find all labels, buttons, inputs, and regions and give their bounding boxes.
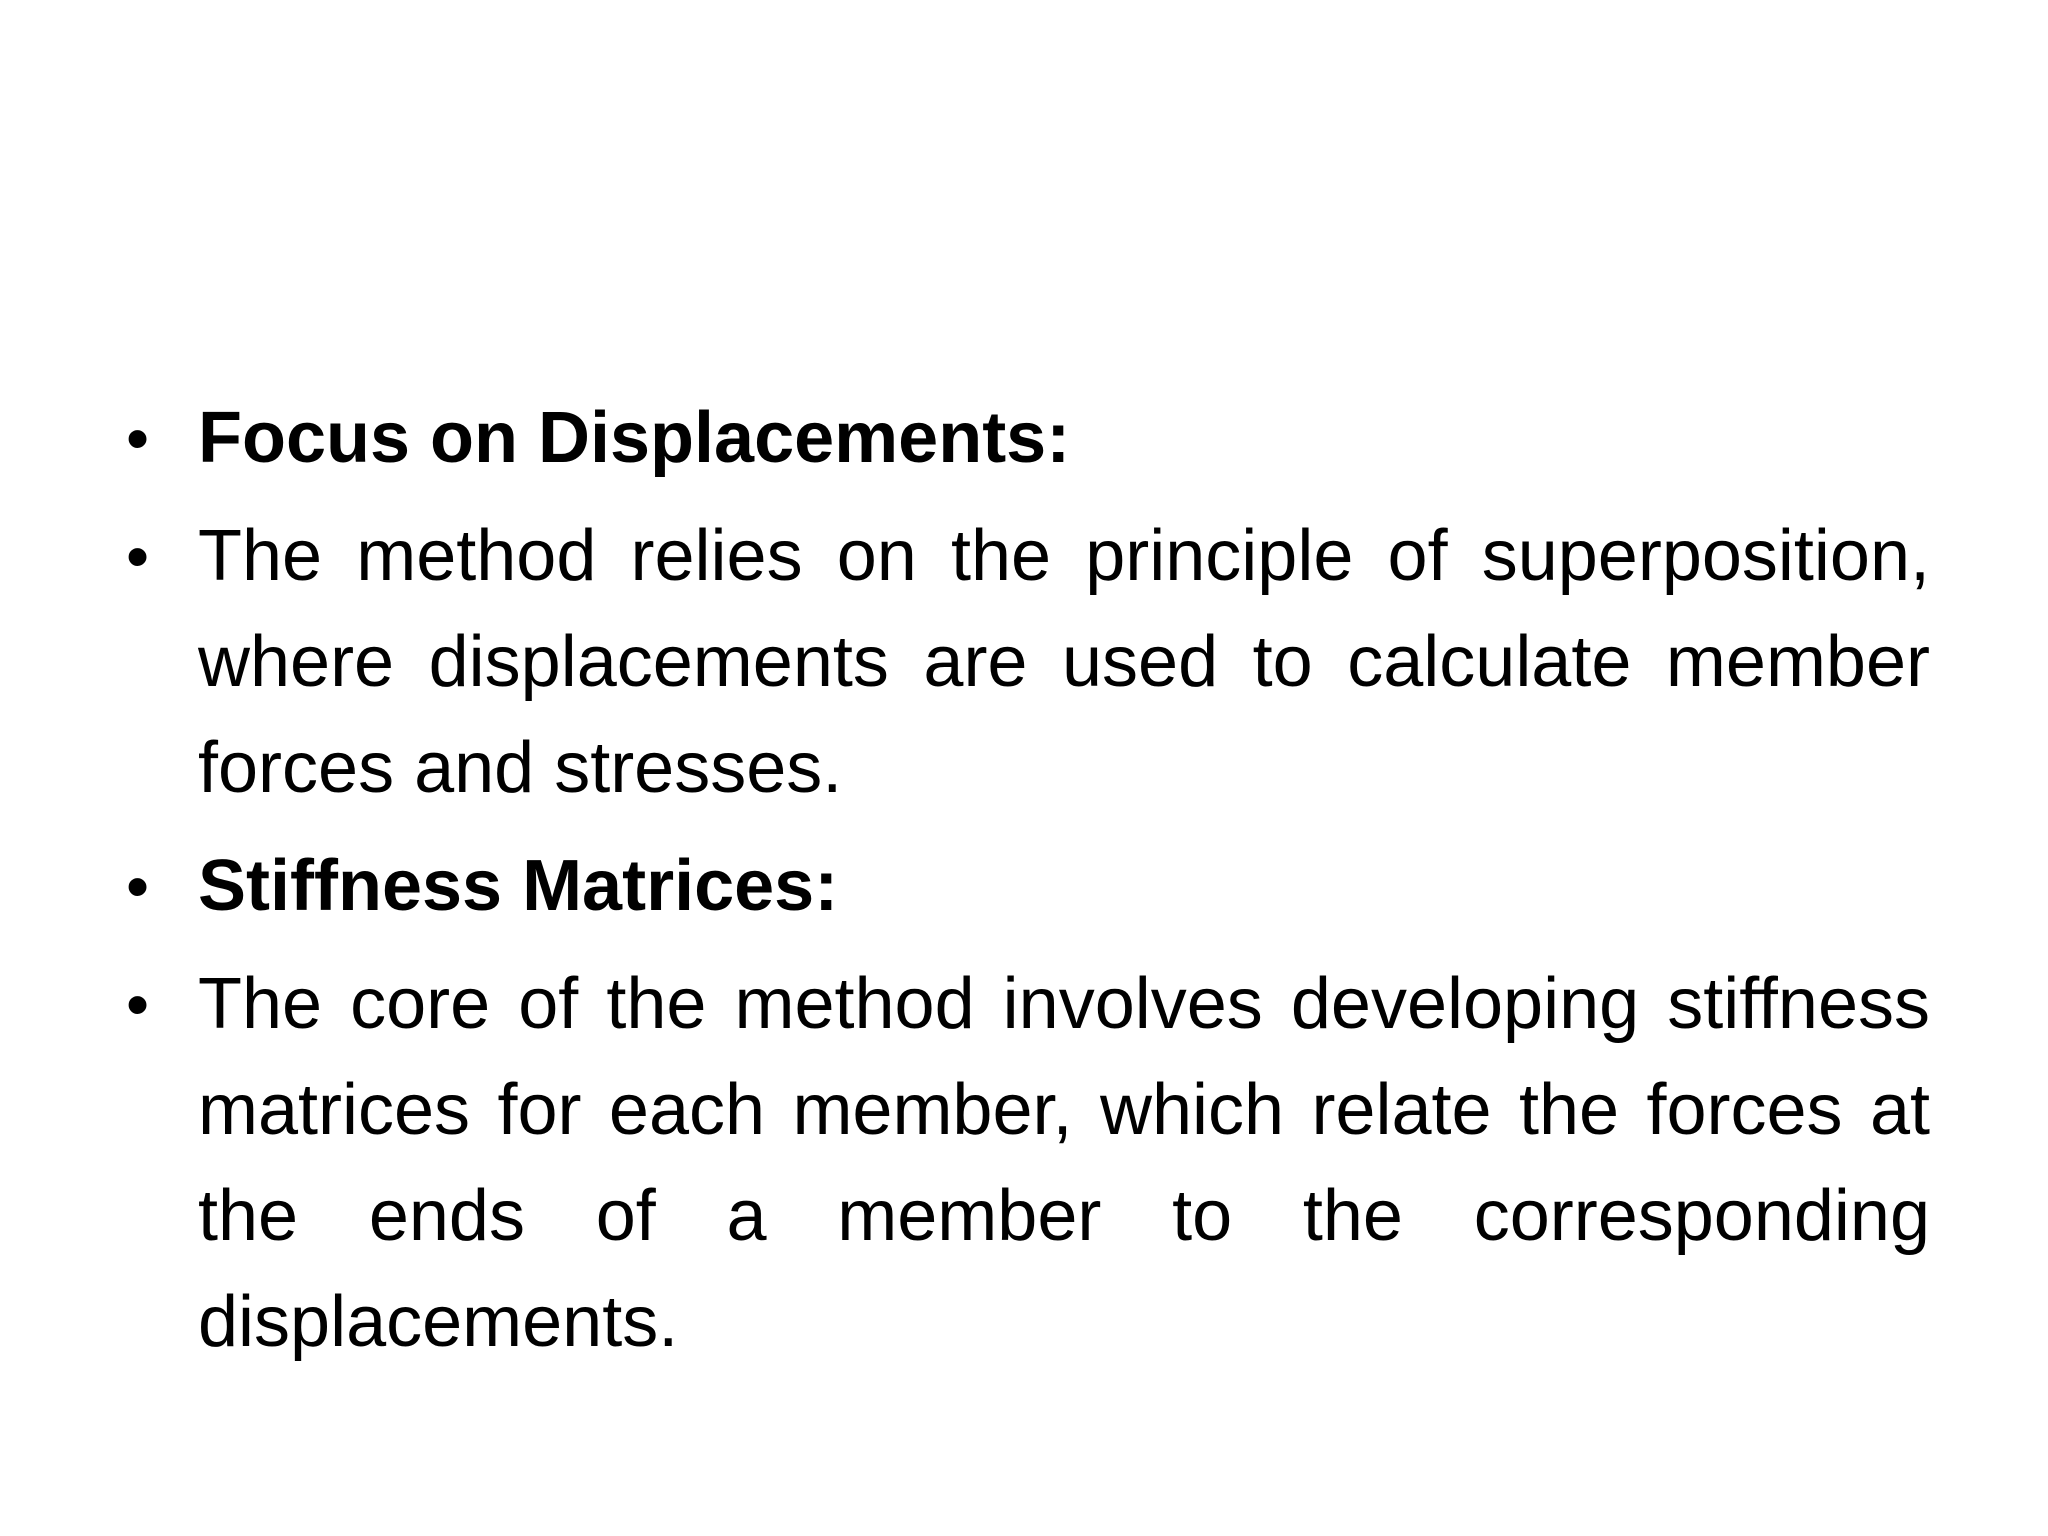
bullet-text: Stiffness Matrices: [198, 846, 839, 926]
bullet-text: The core of the method involves developing stiffness matrices for each member, which relate the forces at the ends of a member to the corresponding displacements. [198, 964, 1930, 1362]
bullet-heading-stiffness [120, 833, 1930, 939]
bullet-icon: • [126, 967, 150, 1041]
bullet-icon: • [126, 849, 150, 923]
bullet-text: The method relies on the principle of superposition, where displacements are used to calculate member forces and stresses. [198, 516, 1930, 808]
bullet-list [120, 385, 1930, 1387]
bullet-body-stiffness-matrices [120, 951, 1930, 1375]
bullet-heading-displacements [120, 385, 1930, 491]
bullet-body-superposition [120, 503, 1930, 821]
bullet-text: Focus on Displacements: [198, 398, 1071, 478]
bullet-icon: • [126, 401, 150, 475]
bullet-icon: • [126, 519, 150, 593]
